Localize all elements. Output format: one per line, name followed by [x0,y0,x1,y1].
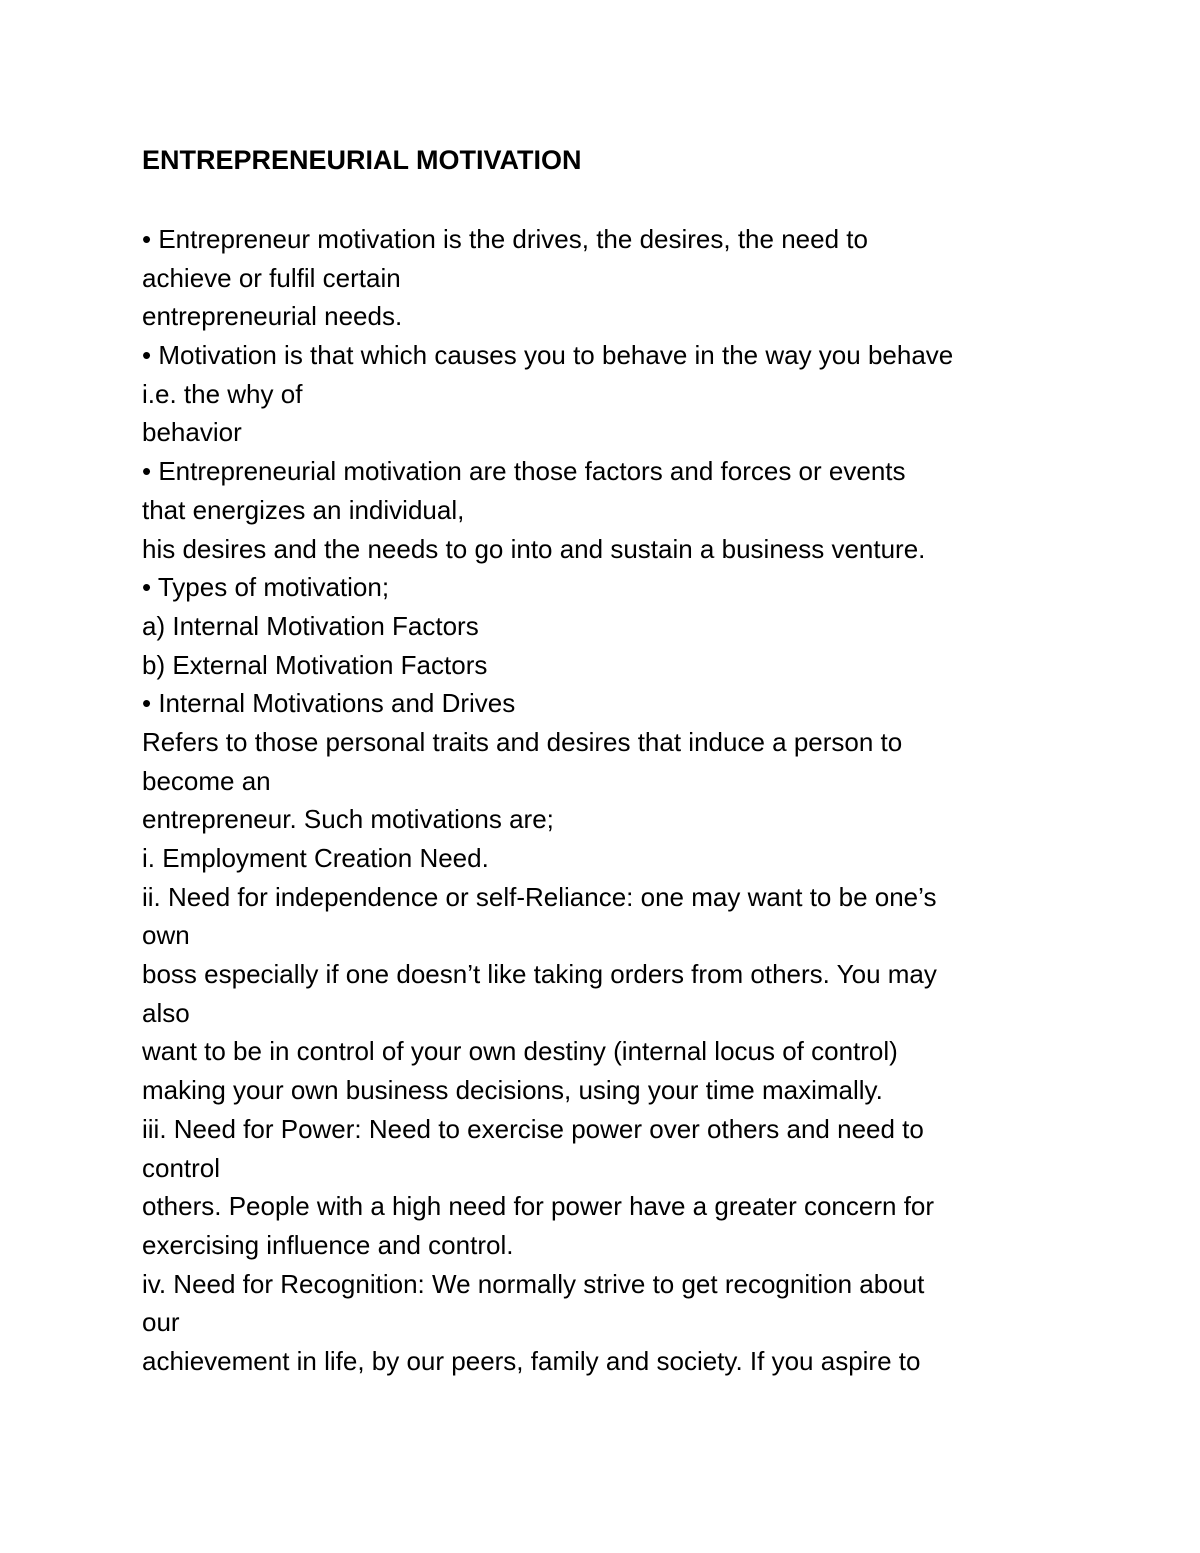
body-line: control [142,1152,221,1183]
body-line: ii. Need for independence or self-Reliance: one may want to be one’s [142,881,937,912]
body-line: his desires and the needs to go into and sustain a business venture. [142,533,926,564]
body-line: exercising influence and control. [142,1229,514,1260]
body-line: i. Employment Creation Need. [142,843,489,873]
body-line: others. People with a high need for power have a greater concern for [142,1191,935,1222]
body-line: • Types of motivation; [142,572,390,603]
document-title: ENTREPRENEURIAL MOTIVATION [142,145,582,175]
body-line: Refers to those personal traits and desires that induce a person to [142,726,903,757]
body-line: our [142,1307,180,1338]
body-line: b) External Motivation Factors [142,649,488,680]
body-line: making your own business decisions, using your time maximally. [142,1075,883,1106]
body-line: • Entrepreneur motivation is the drives, the desires, the need to [142,224,868,254]
body-line: own [142,920,190,951]
body-line: entrepreneur. Such motivations are; [142,804,554,835]
body-line: achieve or fulfil certain [142,262,401,293]
body-line: become an [142,765,271,796]
body-line: entrepreneurial needs. [142,301,403,332]
body-line: a) Internal Motivation Factors [142,610,479,641]
body-line: also [142,997,190,1028]
body-line: iv. Need for Recognition: We normally strive to get recognition about [142,1268,925,1299]
body-line: • Motivation is that which causes you to behave in the way you behave [142,340,954,371]
document-body [142,220,1142,1381]
body-line: iii. Need for Power: Need to exercise power over others and need to [142,1113,924,1144]
body-line: achievement in life, by our peers, family and society. If you aspire to [142,1345,921,1376]
body-line: behavior [142,417,242,448]
body-line: that energizes an individual, [142,494,465,525]
body-line: i.e. the why of [142,378,303,409]
body-line: want to be in control of your own destiny (internal locus of control) [142,1036,898,1067]
body-line: • Internal Motivations and Drives [142,688,516,719]
body-line: • Entrepreneurial motivation are those factors and forces or events [142,456,906,487]
body-line: boss especially if one doesn’t like taking orders from others. You may [142,959,937,990]
